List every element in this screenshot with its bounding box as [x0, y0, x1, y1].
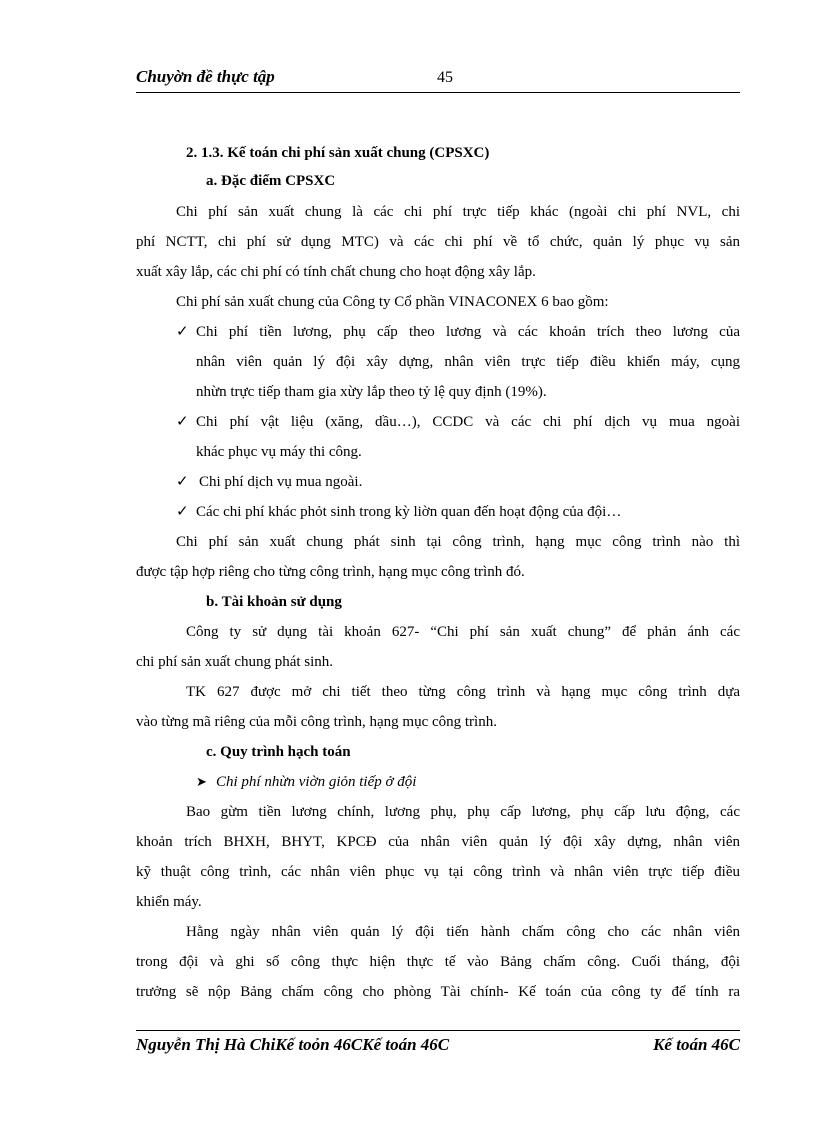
footer-rule — [136, 1030, 740, 1031]
paragraph-7-line-3: trưởng sẽ nộp Bảng chấm công cho phòng Tài chính- Kế toán của công ty để tính ra — [136, 984, 740, 1000]
paragraph-4-line-2: chi phí sản xuất chung phát sinh. — [136, 654, 334, 670]
check-icon: ✓ — [176, 474, 189, 490]
subheading-b: b. Tài khoản sử dụng — [206, 594, 342, 610]
paragraph-7-line-1: Hằng ngày nhân viên quản lý đội tiến hành chấm công cho các nhân viên — [186, 924, 740, 940]
subheading-c: c. Quy trình hạch toán — [206, 744, 351, 760]
paragraph-5-line-2: vào từng mã riêng của mỗi công trình, hạng mục công trình. — [136, 714, 497, 730]
list-item-1-line-2: nhân viên quản lý đội xây dựng, nhân viên trực tiếp điều khiển máy, cụng — [196, 354, 740, 370]
list-item-1-line-1: Chi phí tiền lương, phụ cấp theo lương và các khoản trích theo lương của — [196, 324, 740, 340]
paragraph-2: Chi phí sản xuất chung của Công ty Cổ phần VINACONEX 6 bao gồm: — [176, 294, 609, 310]
paragraph-3-line-2: được tập hợp riêng cho từng công trình, hạng mục công trình đó. — [136, 564, 525, 580]
paragraph-1-line-3: xuất xây lắp, các chi phí có tính chất chung cho hoạt động xây lắp. — [136, 264, 536, 280]
subheading-a: a. Đặc điểm CPSXC — [206, 173, 336, 189]
paragraph-6-line-4: khiển máy. — [136, 894, 202, 910]
list-item-2-line-2: khác phục vụ máy thi công. — [196, 444, 362, 460]
paragraph-6-line-2: khoản trích BHXH, BHYT, KPCĐ của nhân viên quản lý đội xây dựng, nhân viên — [136, 834, 740, 850]
paragraph-1-line-1: Chi phí sản xuất chung là các chi phí trực tiếp khác (ngoài chi phí NVL, chi — [176, 204, 740, 220]
paragraph-7-line-2: trong đội và ghi số công thực hiện thực tế vào Bảng chấm công. Cuối tháng, đội — [136, 954, 740, 970]
list-item-3: Chi phí dịch vụ mua ngoài. — [199, 474, 363, 490]
paragraph-5-line-1: TK 627 được mở chi tiết theo từng công trình và hạng mục công trình dựa — [186, 684, 740, 700]
subheading-c-item: Chi phí nhừn viờn giỏn tiếp ở đội — [216, 774, 417, 790]
header-title: Chuyờn đề thực tập — [136, 67, 275, 86]
list-item-4: Các chi phí khác phỏt sinh trong kỳ liờn quan đến hoạt động của đội… — [196, 504, 622, 520]
footer-author: Nguyễn Thị Hà ChiKế toỏn 46CKế toán 46C — [136, 1035, 450, 1054]
check-icon: ✓ — [176, 504, 189, 520]
footer-class: Kế toán 46C — [653, 1035, 740, 1054]
list-item-2-line-1: Chi phí vật liệu (xăng, dầu…), CCDC và các chi phí dịch vụ mua ngoài — [196, 414, 740, 430]
paragraph-6-line-1: Bao gừm tiền lương chính, lương phụ, phụ cấp lương, phụ cấp lưu động, các — [186, 804, 740, 820]
arrow-bullet-icon: ➤ — [196, 774, 207, 789]
paragraph-3-line-1: Chi phí sản xuất chung phát sinh tại công trình, hạng mục công trình nào thì — [176, 534, 740, 550]
check-icon: ✓ — [176, 414, 189, 430]
paragraph-4-line-1: Công ty sử dụng tài khoản 627- “Chi phí sản xuất chung” để phản ánh các — [186, 624, 740, 640]
paragraph-6-line-3: kỹ thuật công trình, các nhân viên phục vụ tại công trình và nhân viên trực tiếp điều — [136, 864, 740, 880]
section-heading: 2. 1.3. Kế toán chi phí sản xuất chung (CPSXC) — [186, 145, 490, 161]
page-number: 45 — [437, 69, 453, 86]
paragraph-1-line-2: phí NCTT, chi phí sử dụng MTC) và các chi phí về tổ chức, quản lý phục vụ sản — [136, 234, 740, 250]
list-item-1-line-3: nhừn trực tiếp tham gia xừy lắp theo tỷ lệ quy định (19%). — [196, 384, 547, 400]
header-rule — [136, 92, 740, 93]
check-icon: ✓ — [176, 324, 189, 340]
